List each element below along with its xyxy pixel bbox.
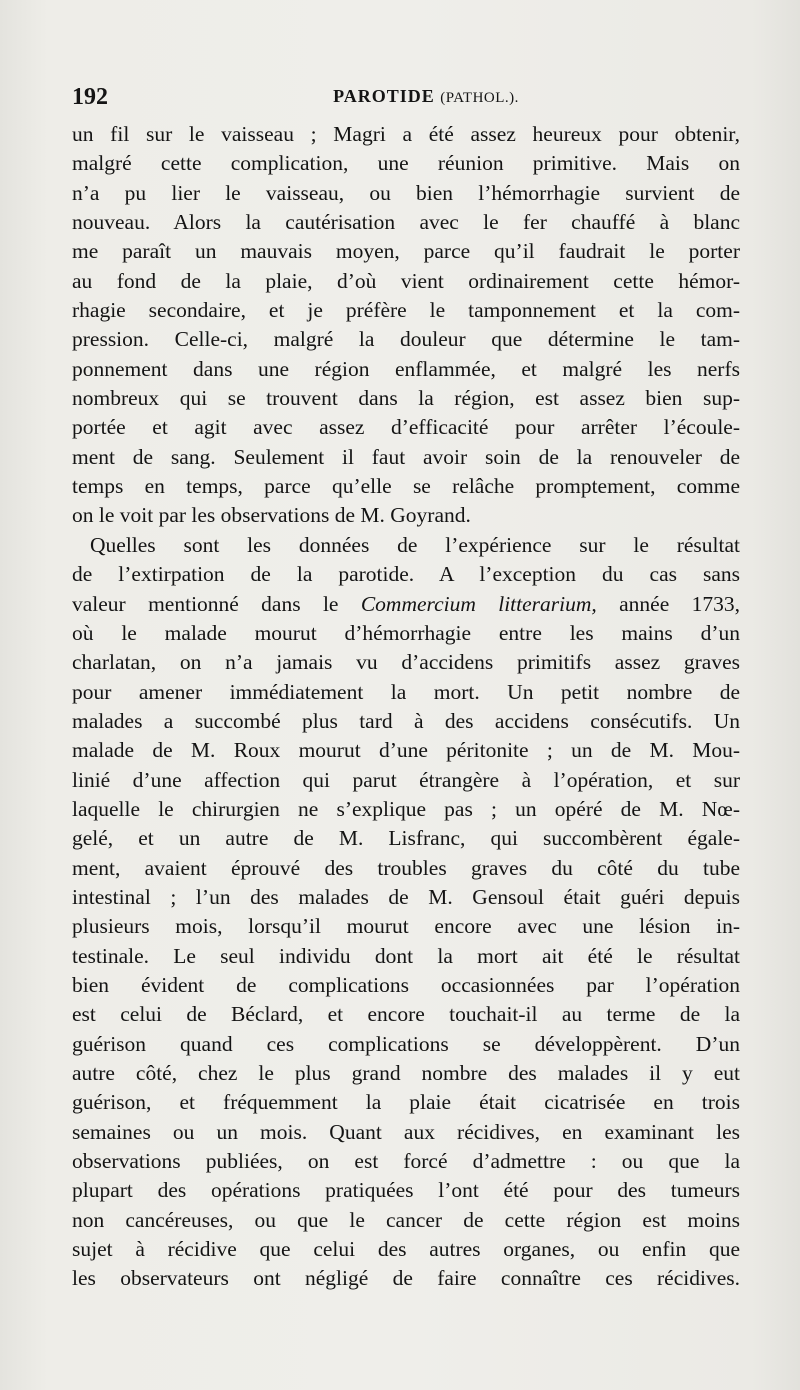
running-title-main: PAROTIDE	[333, 86, 435, 106]
text-line: testinale. Le seul individu dont la mort ait été le résultat	[72, 943, 740, 968]
text-line: pression. Celle-ci, malgré la douleur que détermine le tam-	[72, 327, 740, 352]
text-segment: année 1733,	[596, 591, 740, 616]
body-text	[72, 120, 740, 1294]
text-line: portée et agit avec assez d’efficacité pour arrêter l’écoule-	[72, 415, 740, 440]
text-line: gelé, et un autre de M. Lisfranc, qui succombèrent égale-	[72, 826, 740, 851]
running-head	[72, 84, 740, 114]
text-line: intestinal ; l’un des malades de M. Gensoul était guéri depuis	[72, 884, 740, 909]
text-line: guérison, et fréquemment la plaie était cicatrisée en trois	[72, 1090, 740, 1115]
text-line: ponnement dans une région enflammée, et malgré les nerfs	[72, 356, 740, 381]
text-line: est celui de Béclard, et encore touchait-il au terme de la	[72, 1002, 740, 1027]
paragraph-2	[72, 531, 740, 1294]
text-line: bien évident de complications occasionnées par l’opération	[72, 972, 740, 997]
text-line: on le voit par les observations de M. Goyrand.	[72, 503, 471, 528]
text-line: linié d’une affection qui parut étrangère à l’opération, et sur	[72, 767, 740, 792]
text-line: ment, avaient éprouvé des troubles graves du côté du tube	[72, 855, 740, 880]
text-line: rhagie secondaire, et je préfère le tamponnement et la com-	[72, 298, 740, 323]
text-line: plusieurs mois, lorsqu’il mourut encore avec une lésion in-	[72, 914, 740, 939]
text-line: malades a succombé plus tard à des accidens consécutifs. Un	[72, 708, 740, 733]
text-line: charlatan, on n’a jamais vu d’accidens primitifs assez graves	[72, 650, 740, 675]
text-line-with-italic	[72, 590, 740, 619]
text-line: les observateurs ont négligé de faire connaître ces récidives.	[72, 1266, 740, 1291]
text-line: temps en temps, parce qu’elle se relâche promptement, comme	[72, 474, 740, 499]
text-line: semaines ou un mois. Quant aux récidives, en examinant les	[72, 1119, 740, 1144]
text-line: n’a pu lier le vaisseau, ou bien l’hémorrhagie survient de	[72, 180, 740, 205]
text-line: me paraît un mauvais moyen, parce qu’il faudrait le porter	[72, 239, 740, 264]
text-line: où le malade mourut d’hémorrhagie entre les mains d’un	[72, 620, 740, 645]
text-line: nombreux qui se trouvent dans la région, est assez bien sup-	[72, 386, 740, 411]
text-line: pour amener immédiatement la mort. Un petit nombre de	[72, 679, 740, 704]
text-line: laquelle le chirurgien ne s’explique pas ; un opéré de M. Nœ-	[72, 796, 740, 821]
text-line: un fil sur le vaisseau ; Magri a été assez heureux pour obtenir,	[72, 122, 740, 146]
text-line: non cancéreuses, ou que le cancer de cette région est moins	[72, 1207, 740, 1232]
text-line: malgré cette complication, une réunion primitive. Mais on	[72, 151, 740, 176]
text-line: Quelles sont les données de l’expérience sur le résultat	[90, 532, 740, 557]
text-line: ment de sang. Seulement il faut avoir soin de la renouveler de	[72, 444, 740, 469]
text-line: plupart des opérations pratiquées l’ont été pour des tumeurs	[72, 1178, 740, 1203]
text-segment: valeur mentionné dans le	[72, 591, 361, 616]
text-line: au fond de la plaie, d’où vient ordinairement cette hémor-	[72, 268, 740, 293]
text-line: nouveau. Alors la cautérisation avec le fer chauffé à blanc	[72, 210, 740, 235]
running-title	[72, 86, 740, 107]
text-line: malade de M. Roux mourut d’une péritonite ; un de M. Mou-	[72, 738, 740, 763]
running-title-section: (PATHOL.).	[440, 90, 519, 106]
paragraph-1	[72, 120, 740, 531]
text-line: guérison quand ces complications se développèrent. D’un	[72, 1031, 740, 1056]
text-line: autre côté, chez le plus grand nombre des malades il y eut	[72, 1061, 740, 1085]
text-line: de l’extirpation de la parotide. A l’exception du cas sans	[72, 562, 740, 587]
italic-title: Commercium litterarium,	[360, 591, 597, 616]
page-number: 192	[72, 84, 108, 110]
text-line: observations publiées, on est forcé d’admettre : ou que la	[72, 1149, 740, 1174]
text-line: sujet à récidive que celui des autres organes, ou enfin que	[72, 1237, 740, 1262]
